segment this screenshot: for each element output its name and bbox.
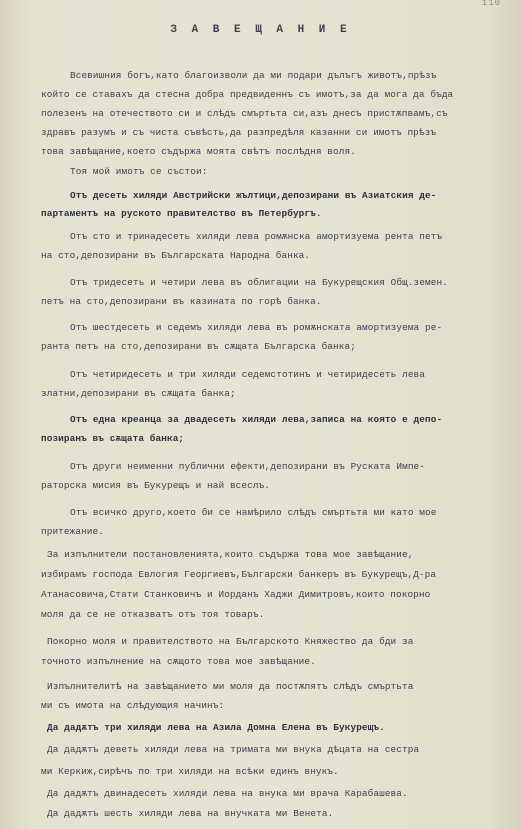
text-line: който се ставахъ да стесна добра предвиденнъ съ имотъ,за да мога да бъда — [41, 89, 454, 100]
text-line: Да дадѫтъ деветь хиляди лева на тримата ми внука дѣцата на сестра — [47, 744, 420, 755]
text-line: ми съ имота на слѣдующия начинъ: — [41, 700, 225, 711]
text-line: златни,депозирани въ сѫщата банка; — [41, 388, 236, 399]
text-line: Отъ една креанца за двадесеть хиляди лева,записа на която е депо- — [70, 414, 443, 425]
text-line: моля да се не отказватъ отъ тоя товаръ. — [41, 609, 265, 620]
text-line: Отъ всичко друго,което би се намѣрило слѣдъ смъртьта ми като мое — [70, 507, 437, 518]
text-line: здравъ разумъ и съ чиста съвѣсть,да разпредѣля казанни си имотъ прѣзъ — [41, 127, 437, 138]
text-line: Отъ шестдесеть и седемъ хиляди лева въ ромѫнската амортизуема ре- — [70, 322, 443, 333]
text-line: ми Керкиж,сирѣчъ по три хиляди на всѣки единъ внукъ. — [41, 766, 339, 777]
text-line: Покорно моля и правителството на Българското Княжество да бди за — [47, 636, 414, 647]
text-line: Отъ тридесеть и четири лева въ облигации на Букурещския Общ.земен. — [70, 277, 448, 288]
text-line: Да дадѫтъ двинадесеть хиляди лева на внука ми врача Карабашева. — [47, 788, 408, 799]
text-line: Отъ четиридесеть и три хиляди седемстотинъ и четиридесеть лева — [70, 369, 426, 380]
text-line: позиранъ въ сѫщата банка; — [41, 433, 185, 444]
text-line: За изпълнители постановленията,които съдържа това мое завѣщание, — [47, 549, 414, 560]
text-line: Атанасовича,Стати Станковичъ и Иорданъ Хаджи Димитровъ,които покорно — [41, 589, 431, 600]
text-line: притежание. — [41, 526, 104, 537]
text-line: ранта петъ на сто,депозирани въ сѫщата Българска банка; — [41, 341, 356, 352]
text-line: Отъ сто и тринадесеть хиляди лева ромѫнска амортизуема рента петъ — [70, 231, 443, 242]
text-line: петъ на сто,депозирани въ казината по горѣ банка. — [41, 296, 322, 307]
text-line: раторска мисия въ Букурещъ и най всеслъ. — [41, 480, 271, 491]
text-line: Тоя мой имотъ се състои: — [70, 166, 208, 177]
text-line: това завѣщание,което съдържа моята свѣтъ послѣдня воля. — [41, 146, 356, 157]
text-line: Отъ десеть хиляди Австрийски жълтици,депозирани въ Азиатския де- — [70, 190, 437, 201]
document-title: З А В Е Щ А Н И Е — [170, 24, 351, 36]
text-line: Отъ други неименни публични ефекти,депозирани въ Руската Импе- — [70, 461, 426, 472]
text-line: полезенъ на отечеството си и слѣдъ смъртьта си,азъ днесъ пристѫпвамъ,съ — [41, 108, 448, 119]
text-line: избирамъ господа Евлогия Георгиевъ,Български банкеръ въ Букурещъ,Д-ра — [41, 569, 437, 580]
text-line: Да дадѫтъ шесть хиляди лева на внучката ми Венета. — [47, 808, 334, 819]
text-line: Всевишния богъ,като благоизволи да ми подари дълъгъ животъ,прѣзъ — [70, 70, 437, 81]
text-line: партаментъ на руското правителство въ Петербургъ. — [41, 208, 322, 219]
text-line: на сто,депозирани въ Българската Народна банка. — [41, 250, 311, 261]
text-line: Да дадѫтъ три хиляди лева на Азила Домна Елена въ Букурещъ. — [47, 722, 385, 733]
text-line: Изпълнителитѣ на завѣщанието ми моля да постѫпятъ слѣдъ смъртьта — [47, 681, 414, 692]
text-line: точното изпълнение на сѫщото това мое завѣщание. — [41, 656, 316, 667]
page-number-mark: 110 — [481, 0, 501, 8]
